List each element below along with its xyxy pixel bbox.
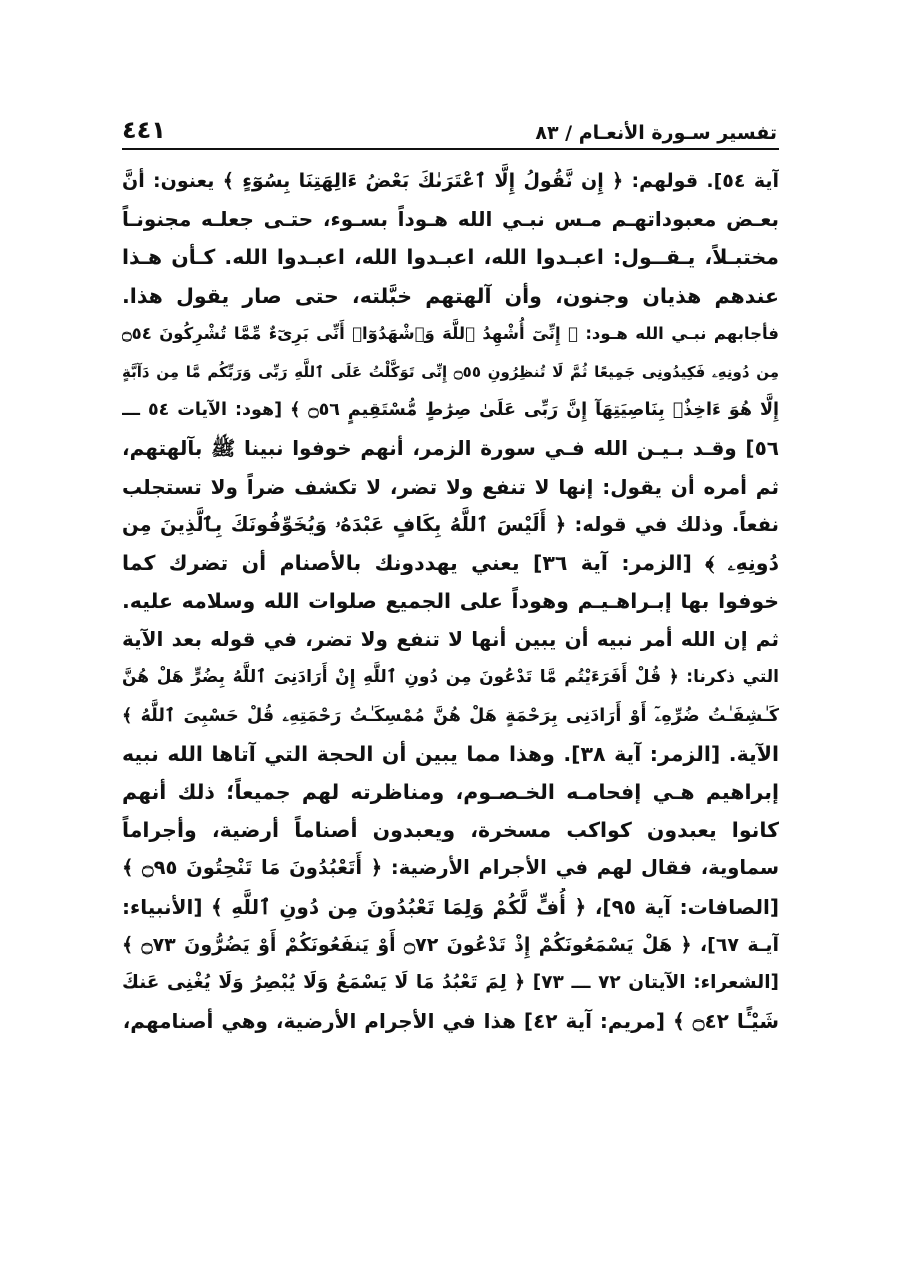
- text-line: دُونِهِۦ ﴾ [الزمر: آية ٣٦] يعني يهددونك بالأصنام أن تضرك كما: [122, 550, 779, 575]
- text-line: مختبـلاً، يـقــول: اعبـدوا الله، اعبـدوا الله، اعبـدوا الله. كـأن هـذا: [122, 245, 779, 270]
- text-line: ٥٦] وقـد بـيـن الله فـي سورة الزمر، أنهم خوفوا نبينا ﷺ بآلهتهم،: [122, 436, 779, 461]
- text-line: إبراهيم هـي إفحامـه الخـصـوم، ومناظرته لهم جميعاً؛ ذلك أنهم: [122, 780, 779, 804]
- text-line: شَيْـًٔا ۝٤٢ ﴾ [مريم: آية ٤٢] هذا في الأجرام الأرضية، وهي أصنامهم،: [122, 1009, 779, 1034]
- text-line: ثم أمره أن يقول: إنها لا تنفع ولا تضر، لا تكشف ضراً ولا تستجلب: [122, 474, 779, 499]
- text-line: إِلَّا هُوَ ءَاخِذٌۢ بِنَاصِيَتِهَآ إِنَّ رَبِّى عَلَىٰ صِرَٰطٍ مُّسْتَقِيمٍ ۝٥٦ ﴾ [هود: الآيات ٥٤ ـــ: [122, 400, 779, 421]
- text-line: فأجابهم نبـي الله هـود: ﴿ إِنِّىٓ أُشْهِدُ ٱللَّهَ وَٱشْهَدُوٓا۟ أَنِّى بَرِىٓءٌ مِّمَّا تُشْرِكُونَ ۝٥٤: [122, 323, 779, 343]
- text-line: كَـٰشِفَـٰتُ ضُرِّهِۦٓ أَوْ أَرَادَنِى بِرَحْمَةٍ هَلْ هُنَّ مُمْسِكَـٰتُ رَحْمَتِهِۦ قُلْ حَسْبِىَ ٱللَّهُ ﴾: [122, 705, 779, 726]
- text-line: بعـض معبوداتهـم مـس نبـي الله هـوداً بسـوء، حتـى جعلـه مجنونـاً: [122, 207, 779, 232]
- running-header: [122, 104, 779, 144]
- text-line: [الصافات: آية ٩٥]، ﴿ أُفٍّ لَّكُمْ وَلِمَا تَعْبُدُونَ مِن دُونِ ٱللَّهِ ﴾ [الأنبياء:: [122, 894, 779, 919]
- text-line: [الشعراء: الآيتان ٧٢ ـــ ٧٣] ﴿ لِمَ تَعْبُدُ مَا لَا يَسْمَعُ وَلَا يُبْصِرُ وَلَا يُغْنِى عَنكَ: [122, 971, 779, 993]
- body-text: [122, 162, 779, 1040]
- text-line: مِن دُونِهِۦ فَكِيدُونِى جَمِيعًا ثُمَّ لَا تُنظِرُونِ ۝٥٥ إِنِّى تَوَكَّلْتُ عَلَى ٱللَّهِ رَبِّى وَرَبِّكُم مَّا مِن دَآبَّةٍ: [122, 362, 779, 381]
- header-rule: [122, 148, 779, 150]
- text-line: نفعاً. وذلك في قوله: ﴿ أَلَيْسَ ٱللَّهُ بِكَافٍ عَبْدَهُۥ وَيُخَوِّفُونَكَ بِٱلَّذِينَ مِن: [122, 512, 779, 536]
- running-title: تفسير سـورة الأنعـام / ٨٣: [535, 122, 777, 144]
- text-line: ثم إن الله أمر نبيه أن يبين أنها لا تنفع ولا تضر، في قوله بعد الآية: [122, 627, 779, 652]
- text-line: التي ذكرنا: ﴿ قُلْ أَفَرَءَيْتُم مَّا تَدْعُونَ مِن دُونِ ٱللَّهِ إِنْ أَرَادَنِىَ ٱللَّهُ بِضُرٍّ هَلْ هُنَّ: [122, 667, 779, 688]
- text-line: سماوية، فقال لهم في الأجرام الأرضية: ﴿ أَتَعْبُدُونَ مَا تَنْحِتُونَ ۝٩٥ ﴾: [122, 856, 779, 880]
- text-line: الآية. [الزمر: آية ٣٨]. وهذا مما يبين أن الحجة التي آتاها الله نبيه: [122, 741, 779, 766]
- page-number: ٤٤١: [122, 116, 166, 144]
- text-line: آيـة ٦٧]، ﴿ هَلْ يَسْمَعُونَكُمْ إِذْ تَدْعُونَ ۝٧٢ أَوْ يَنفَعُونَكُمْ أَوْ يَضُرُّونَ ۝٧٣ ﴾: [122, 933, 779, 956]
- text-line: خوفوا بها إبـراهـيـم وهوداً على الجميع صلوات الله وسلامه عليه.: [122, 589, 779, 614]
- text-line: عندهم هذيان وجنون، وأن آلهتهم خبَّلته، حتى صار يقول هذا.: [122, 283, 779, 308]
- text-line: آية ٥٤]. قولهم: ﴿ إِن نَّقُولُ إِلَّا ٱعْتَرَىٰكَ بَعْضُ ءَالِهَتِنَا بِسُوٓءٍ ﴾ يعنون: أنَّ: [122, 170, 779, 192]
- text-line: كانوا يعبدون كواكب مسخرة، ويعبدون أصناماً أرضية، وأجراماً: [122, 818, 779, 843]
